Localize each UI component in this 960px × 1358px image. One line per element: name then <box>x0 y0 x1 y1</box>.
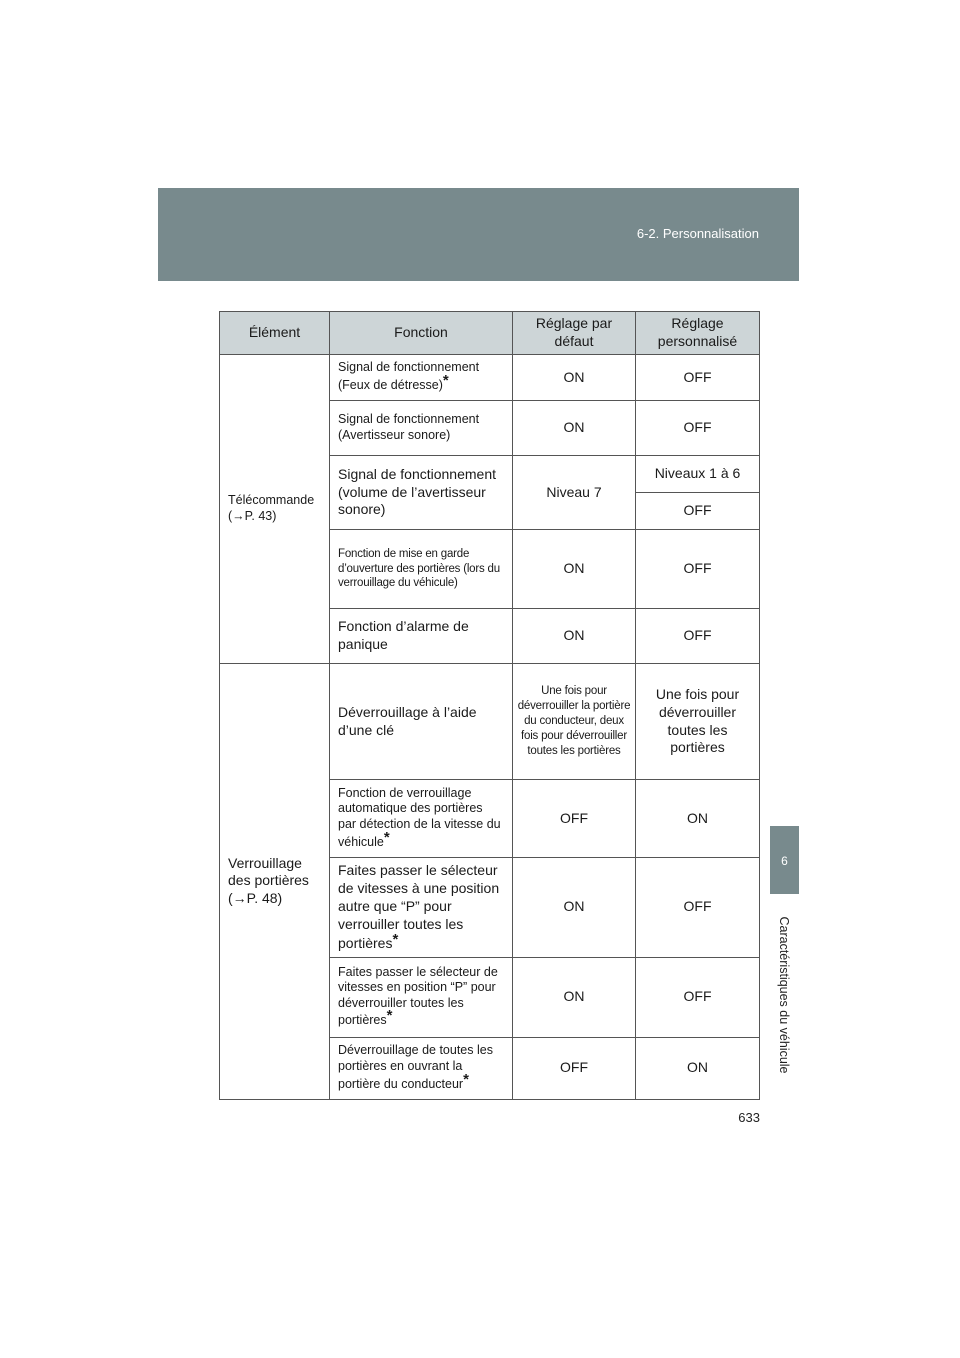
default-value: ON <box>513 609 636 664</box>
element-cell-door-lock <box>220 664 330 1100</box>
element-reference: (→P. 48) <box>228 890 283 907</box>
asterisk-mark: * <box>463 1070 469 1088</box>
default-value: ON <box>513 530 636 609</box>
table-row <box>220 355 760 401</box>
default-value: ON <box>513 957 636 1037</box>
function-cell: Faites passer le sélecteur de vitesses à une position autre que “P” pour verrouiller toutes les portières* <box>330 858 513 958</box>
function-cell: Fonction de verrouillage automatique des portières par détection de la vitesse du véhicule* <box>330 780 513 858</box>
asterisk-mark: * <box>392 930 399 948</box>
function-cell: Signal de fonctionnement (volume de l’avertisseur sonore) <box>330 456 513 530</box>
column-header-function: Fonction <box>330 312 513 355</box>
function-cell: Fonction d’alarme de panique <box>330 609 513 664</box>
customization-table <box>219 311 760 1100</box>
custom-value: OFF <box>636 957 760 1037</box>
page-number: 633 <box>738 1110 760 1125</box>
custom-value: OFF <box>636 401 760 456</box>
function-cell: Déverrouillage de toutes les portières en ouvrant la portière du conducteur* <box>330 1037 513 1099</box>
default-value: ON <box>513 858 636 958</box>
function-cell: Signal de fonctionnement (Feux de détresse)* <box>330 355 513 401</box>
function-cell: Fonction de mise en garde d’ouverture des portières (lors du verrouillage du véhicule) <box>330 530 513 609</box>
custom-value: Niveaux 1 à 6 <box>636 456 760 493</box>
column-header-element: Élément <box>220 312 330 355</box>
section-header-band <box>158 188 799 281</box>
function-cell: Faites passer le sélecteur de vitesses en position “P” pour déverrouiller toutes les portières* <box>330 957 513 1037</box>
default-value: OFF <box>513 1037 636 1099</box>
custom-value: Une fois pour déverrouiller toutes les portières <box>636 664 760 780</box>
table-header-row <box>220 312 760 355</box>
element-reference: (→P. 43) <box>228 509 277 523</box>
function-cell: Déverrouillage à l’aide d’une clé <box>330 664 513 780</box>
default-value: Une fois pour déverrouiller la portière du conducteur, deux fois pour déverrouiller toutes les portières <box>513 664 636 780</box>
element-name: Verrouillage des portières <box>228 854 309 889</box>
default-value: OFF <box>513 780 636 858</box>
default-value: ON <box>513 401 636 456</box>
section-title: 6-2. Personnalisation <box>636 226 759 241</box>
custom-value: ON <box>636 1037 760 1099</box>
chapter-tab <box>770 826 799 894</box>
default-value: Niveau 7 <box>513 456 636 530</box>
custom-value: ON <box>636 780 760 858</box>
element-cell-remote <box>220 355 330 664</box>
default-value: ON <box>513 355 636 401</box>
custom-value: OFF <box>636 355 760 401</box>
asterisk-mark: * <box>383 828 390 846</box>
table-row <box>220 664 760 780</box>
asterisk-mark: * <box>386 1007 393 1025</box>
column-header-default: Réglage par défaut <box>513 312 636 355</box>
chapter-number: 6 <box>781 854 788 868</box>
function-cell: Signal de fonctionnement (Avertisseur sonore) <box>330 401 513 456</box>
chapter-label: Caractéristiques du véhicule <box>777 916 791 1074</box>
custom-value: OFF <box>636 530 760 609</box>
custom-value: OFF <box>636 609 760 664</box>
custom-value: OFF <box>636 858 760 958</box>
column-header-custom: Réglage personnalisé <box>636 312 760 355</box>
element-name: Télécommande <box>228 493 315 508</box>
asterisk-mark: * <box>442 371 449 389</box>
chapter-label-box <box>774 900 794 1090</box>
custom-value: OFF <box>636 493 760 530</box>
